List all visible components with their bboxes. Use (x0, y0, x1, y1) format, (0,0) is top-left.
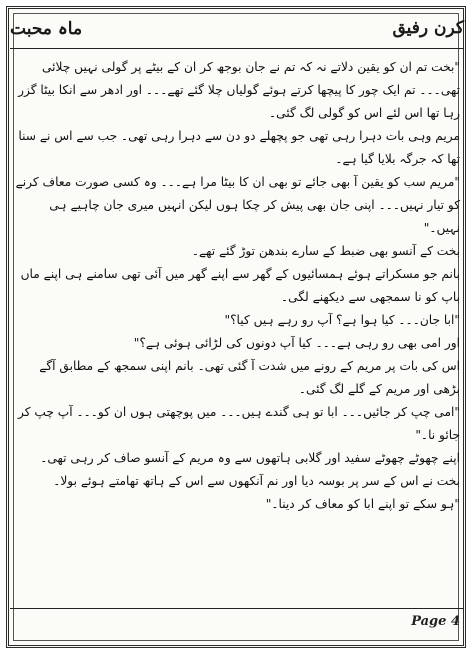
paragraph: "امی چپ کر جائیں۔۔۔ ابا تو ہی گندے ہیں۔۔۔ میں پوچھتی ہوں ان کو۔۔۔ آپ چپ کر جائو نا۔" (17, 405, 460, 442)
author-name: کرن رفیق (392, 18, 464, 38)
paragraph: بانم جو مسکراتے ہوئے ہمسائیوں کے گھر سے اپنے گھر میں آئی تھی سامنے ہی اپنے ماں باپ کو نا سمجھی سے دیکھنے لگی۔ (20, 267, 460, 304)
paragraph: مریم وہی بات دہرا رہی تھی جو پچھلے دو دن سے دہرا رہی تھی۔ جب سے اس نے سنا تھا کہ جرگہ بلایا گیا ہے۔ (18, 129, 460, 166)
paragraph: بخت نے اس کے سر پر بوسہ دیا اور نم آنکھوں سے اس کے ہاتھ تھامتے ہوئے بولا۔ (53, 474, 460, 488)
novel-title: ماہ محبت (10, 18, 83, 39)
paragraph: اپنے چھوٹے چھوٹے سفید اور گلابی ہاتھوں سے وہ مریم کے آنسو صاف کر رہی تھی۔ (40, 451, 460, 465)
paragraph: "مریم سب کو یقین آ بھی جائے تو بھی ان کا بیٹا مرا ہے۔۔۔ وہ کسی صورت معاف کرنے کو تیار نہیں۔۔۔ اپنی جان بھی پیش کر چکا ہوں لیکن انہیں میری جان چاہیے ہی نہیں۔" (15, 175, 460, 235)
page-header (10, 12, 464, 44)
footer-divider (10, 608, 464, 609)
paragraph: اس کی بات پر مریم کے رونے میں شدت آ گئی تھی۔ بانم اپنی سمجھ کے مطابق آگے بڑھی اور مریم کے گلے لگ گئی۔ (39, 359, 460, 396)
paragraph: اور امی بھی رو رہی ہے۔۔۔ کیا آپ دونوں کی لڑائی ہوئی ہے؟" (133, 336, 460, 350)
paragraph: "بخت تم ان کو یقین دلاتے نہ کہ تم نے جان بوجھ کر ان کے بیٹے پر گولی نہیں چلائی تھی۔۔۔ تم ایک چور کا پیچھا کرتے ہوئے گولیاں چلا گئے تھے۔۔۔ اور ادھر سے انکا بیٹا گزر رہا تھا اس لئے اس کو گولی لگ گئی۔ (18, 60, 460, 120)
page-body (14, 56, 460, 596)
paragraph: "ابا جان۔۔۔ کیا ہوا ہے؟ آپ رو رہے ہیں کیا؟" (224, 313, 460, 327)
paragraph: بخت کے آنسو بھی ضبط کے سارے بندھن توڑ گئے تھے۔ (191, 244, 460, 258)
page-number: Page 4 (411, 614, 460, 629)
paragraph: "ہو سکے تو اپنے ابا کو معاف کر دینا۔" (265, 497, 460, 511)
header-divider (10, 48, 464, 49)
